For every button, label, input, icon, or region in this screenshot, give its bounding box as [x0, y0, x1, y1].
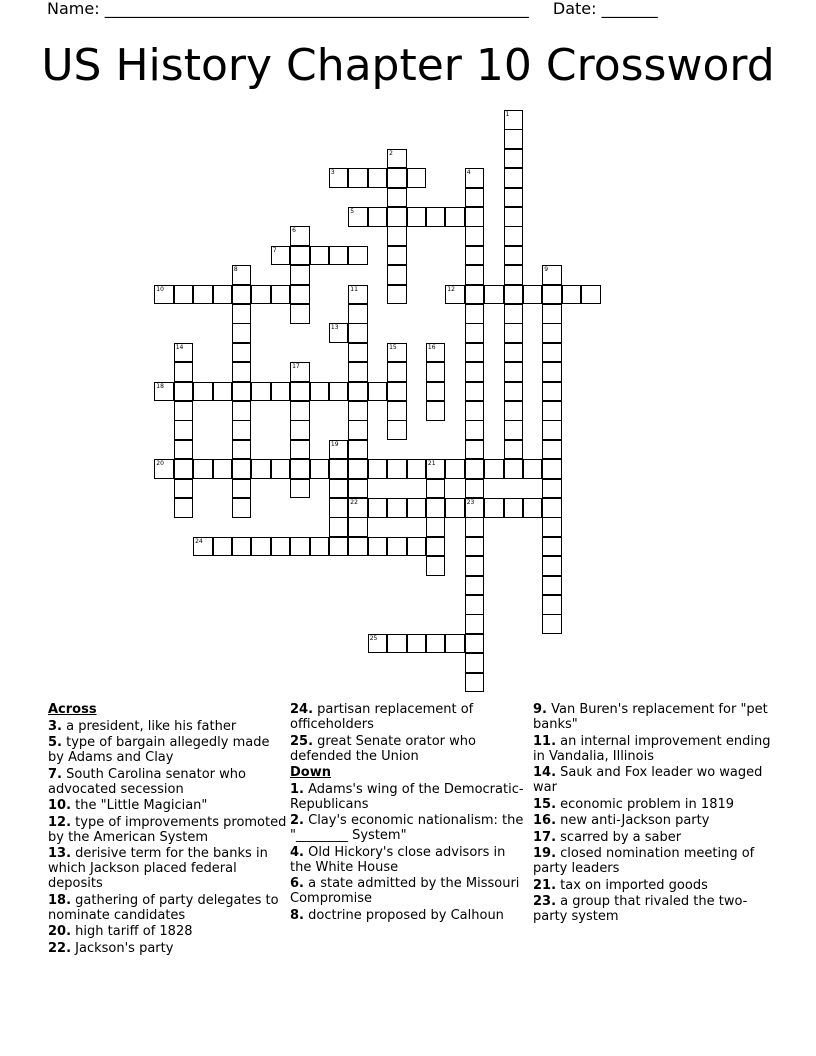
grid-cell[interactable] — [542, 401, 562, 421]
grid-cell[interactable] — [348, 479, 368, 499]
clue-text: a state admitted by the Missouri Compromise — [290, 876, 520, 906]
clue-item — [290, 782, 530, 812]
grid-cell[interactable] — [368, 537, 388, 557]
grid-cell[interactable] — [329, 459, 349, 479]
clue-text: derisive term for the banks in which Jackson placed federal deposits — [48, 846, 268, 891]
clue-number: 13. — [48, 846, 72, 861]
clue-item — [533, 813, 773, 828]
name-label: Name: — [47, 0, 100, 18]
clue-number: 19. — [533, 846, 557, 861]
grid-cell[interactable] — [348, 246, 368, 266]
clue-item — [290, 908, 530, 923]
clue-number-label: 16 — [427, 343, 436, 351]
grid-cell[interactable] — [387, 265, 407, 285]
clue-item — [533, 878, 773, 893]
grid-cell[interactable] — [387, 537, 407, 557]
clue-number-label: 5 — [350, 208, 355, 215]
grid-cell[interactable] — [465, 401, 485, 421]
clue-item — [48, 798, 288, 813]
grid-cell[interactable] — [174, 362, 194, 382]
grid-cell[interactable] — [426, 362, 446, 382]
grid-cell[interactable] — [523, 459, 543, 479]
down-heading: Down — [290, 765, 331, 780]
page-title: US History Chapter 10 Crossword — [41, 40, 775, 91]
clue-number: 5. — [48, 735, 62, 750]
grid-cell[interactable] — [426, 556, 446, 576]
clue-number-label: 7 — [272, 246, 277, 254]
grid-cell[interactable] — [174, 440, 194, 460]
grid-cell[interactable] — [426, 537, 446, 557]
grid-cell[interactable] — [271, 459, 291, 479]
grid-cell[interactable] — [465, 614, 485, 634]
grid-cell[interactable] — [348, 537, 368, 557]
clue-text: an internal improvement ending in Vandalia, Illinois — [533, 733, 771, 764]
grid-cell[interactable] — [426, 479, 446, 499]
grid-cell[interactable] — [504, 304, 524, 324]
grid-cell[interactable] — [348, 304, 368, 324]
grid-cell[interactable] — [465, 265, 485, 285]
grid-cell[interactable] — [465, 653, 485, 673]
grid-cell[interactable] — [387, 498, 407, 518]
grid-cell[interactable] — [542, 382, 562, 402]
across-list-2 — [290, 702, 530, 764]
clue-number-label: 17 — [292, 363, 300, 371]
grid-cell[interactable] — [290, 304, 310, 324]
clues-column-1 — [48, 702, 288, 957]
grid-cell[interactable] — [348, 323, 368, 343]
clue-item — [290, 734, 530, 764]
grid-cell[interactable] — [465, 459, 485, 479]
clue-number: 21. — [533, 877, 557, 893]
grid-cell[interactable] — [542, 440, 562, 460]
grid-cell[interactable] — [251, 537, 271, 557]
grid-cell[interactable] — [504, 498, 524, 518]
clue-number: 3. — [48, 718, 62, 734]
grid-cell[interactable] — [465, 556, 485, 576]
grid-cell[interactable] — [290, 265, 310, 285]
clue-item — [48, 924, 288, 939]
grid-cell[interactable] — [387, 207, 407, 227]
clue-number: 25. — [290, 733, 314, 749]
clue-number-label: 25 — [369, 634, 378, 642]
clue-number: 10. — [48, 798, 72, 813]
grid-cell[interactable] — [213, 537, 233, 557]
grid-cell[interactable] — [232, 304, 252, 324]
grid-cell[interactable] — [368, 382, 388, 402]
grid-cell[interactable] — [387, 168, 407, 188]
clue-text: great Senate orator who defended the Union — [290, 733, 476, 764]
clue-number: 1. — [290, 781, 304, 797]
grid-cell[interactable] — [348, 168, 368, 188]
grid-cell[interactable] — [232, 285, 252, 305]
grid-cell[interactable] — [348, 343, 368, 363]
grid-cell[interactable] — [484, 459, 504, 479]
clue-text: type of improvements promoted by the American System — [48, 814, 287, 845]
grid-cell[interactable] — [465, 226, 485, 246]
grid-cell[interactable] — [174, 459, 194, 479]
grid-cell[interactable] — [465, 285, 485, 305]
clue-item — [48, 893, 288, 923]
grid-cell[interactable] — [542, 304, 562, 324]
grid-cell[interactable] — [426, 401, 446, 421]
grid-cell[interactable] — [426, 207, 446, 227]
grid-cell[interactable] — [290, 382, 310, 402]
clue-number: 6. — [290, 876, 304, 891]
clue-item — [48, 767, 288, 797]
clue-item — [290, 813, 530, 843]
grid-cell[interactable] — [407, 168, 427, 188]
grid-cell[interactable] — [542, 517, 562, 537]
clue-item — [48, 941, 288, 956]
across-list-1 — [48, 719, 288, 956]
grid-cell[interactable] — [445, 207, 465, 227]
grid-cell[interactable] — [232, 362, 252, 382]
grid-cell[interactable] — [542, 343, 562, 363]
grid-cell[interactable] — [348, 362, 368, 382]
grid-cell[interactable] — [193, 382, 213, 402]
grid-cell[interactable] — [387, 246, 407, 266]
clue-number-label: 12 — [447, 285, 455, 293]
grid-cell[interactable] — [290, 459, 310, 479]
clue-number-label: 15 — [389, 343, 397, 351]
clue-number: 17. — [533, 829, 557, 845]
grid-cell[interactable] — [387, 420, 407, 440]
grid-cell[interactable] — [445, 498, 465, 518]
grid-cell[interactable] — [542, 285, 562, 305]
grid-cell[interactable] — [504, 420, 524, 440]
clues-column-3 — [533, 702, 773, 926]
clue-number: 12. — [48, 814, 72, 830]
grid-cell[interactable] — [407, 634, 427, 654]
clue-number: 23. — [533, 894, 557, 909]
clue-number-label: 22 — [350, 499, 358, 506]
grid-cell[interactable] — [387, 459, 407, 479]
grid-cell[interactable] — [329, 537, 349, 557]
name-field[interactable]: _____________________________________________________ — [104, 0, 529, 18]
clue-number: 24. — [290, 702, 314, 717]
grid-cell[interactable] — [465, 188, 485, 208]
grid-cell[interactable] — [542, 556, 562, 576]
clue-number-label: 21 — [427, 460, 436, 468]
grid-cell[interactable] — [232, 537, 252, 557]
grid-cell[interactable] — [504, 440, 524, 460]
grid-cell[interactable] — [465, 343, 485, 363]
clue-item — [290, 876, 530, 906]
grid-cell[interactable] — [465, 304, 485, 324]
clue-item — [48, 719, 288, 734]
grid-cell[interactable] — [348, 420, 368, 440]
grid-cell[interactable] — [310, 537, 330, 557]
grid-cell[interactable] — [504, 265, 524, 285]
grid-cell[interactable] — [310, 382, 330, 402]
clue-text: Jackson's party — [71, 940, 174, 956]
clue-number: 22. — [48, 940, 72, 956]
clue-number-label: 11 — [350, 285, 358, 293]
clue-number: 15. — [533, 796, 557, 812]
clue-text: closed nomination meeting of party leaders — [533, 846, 755, 876]
clue-number-label: 19 — [330, 440, 339, 448]
clue-text: Adams's wing of the Democratic-Republicans — [290, 781, 524, 812]
grid-cell[interactable] — [407, 498, 427, 518]
grid-cell[interactable] — [407, 459, 427, 479]
grid-cell[interactable] — [290, 479, 310, 499]
grid-cell[interactable] — [232, 479, 252, 499]
grid-cell[interactable] — [251, 459, 271, 479]
grid-cell[interactable] — [407, 207, 427, 227]
grid-cell[interactable] — [387, 226, 407, 246]
grid-cell[interactable] — [426, 517, 446, 537]
clue-number-label: 23 — [466, 499, 475, 506]
grid-cell[interactable] — [329, 246, 349, 266]
grid-cell[interactable] — [310, 246, 330, 266]
grid-cell[interactable] — [504, 382, 524, 402]
grid-cell[interactable] — [271, 537, 291, 557]
grid-cell[interactable] — [387, 634, 407, 654]
down-list-2 — [533, 702, 773, 924]
grid-cell[interactable] — [251, 382, 271, 402]
grid-cell[interactable] — [232, 420, 252, 440]
clue-text: high tariff of 1828 — [71, 924, 193, 939]
grid-cell[interactable] — [504, 207, 524, 227]
grid-cell[interactable] — [504, 362, 524, 382]
grid-cell[interactable] — [232, 343, 252, 363]
grid-cell[interactable] — [290, 440, 310, 460]
clue-text: a president, like his father — [61, 718, 237, 734]
clue-item — [48, 846, 288, 891]
clue-number-label: 24 — [195, 537, 203, 545]
clue-text: economic problem in 1819 — [556, 796, 735, 812]
grid-cell[interactable] — [542, 362, 562, 382]
grid-cell[interactable] — [465, 323, 485, 343]
clue-number: 11. — [533, 733, 557, 749]
grid-cell[interactable] — [213, 285, 233, 305]
clue-text: Van Buren's replacement for "pet banks" — [533, 702, 768, 732]
clue-item — [48, 815, 288, 845]
grid-cell[interactable] — [562, 285, 582, 305]
grid-cell[interactable] — [504, 459, 524, 479]
grid-cell[interactable] — [290, 401, 310, 421]
grid-cell[interactable] — [329, 517, 349, 537]
grid-cell[interactable] — [504, 168, 524, 188]
clue-item — [533, 765, 773, 795]
clue-item — [533, 894, 773, 924]
clue-number-label: 2 — [389, 149, 393, 157]
clue-text: a group that rivaled the two-party system — [533, 894, 748, 924]
grid-cell[interactable] — [387, 401, 407, 421]
clue-number: 2. — [290, 813, 304, 828]
grid-cell[interactable] — [504, 285, 524, 305]
clue-text: South Carolina senator who advocated secession — [48, 766, 246, 797]
grid-cell[interactable] — [348, 440, 368, 460]
grid-cell[interactable] — [271, 285, 291, 305]
grid-cell[interactable] — [407, 537, 427, 557]
grid-cell[interactable] — [504, 129, 524, 149]
grid-cell[interactable] — [174, 479, 194, 499]
clue-number: 14. — [533, 765, 557, 780]
clue-item — [290, 845, 530, 875]
across-heading: Across — [48, 702, 97, 717]
grid-cell[interactable] — [465, 595, 485, 615]
clue-item — [533, 797, 773, 812]
clue-text: new anti-Jackson party — [556, 813, 710, 828]
grid-cell[interactable] — [329, 382, 349, 402]
grid-cell[interactable] — [465, 362, 485, 382]
grid-cell[interactable] — [426, 382, 446, 402]
grid-cell[interactable] — [232, 498, 252, 518]
grid-cell[interactable] — [174, 420, 194, 440]
clue-number-label: 10 — [156, 285, 164, 293]
clue-number-label: 3 — [330, 169, 335, 177]
grid-cell[interactable] — [290, 420, 310, 440]
grid-cell[interactable] — [484, 498, 504, 518]
clue-number: 9. — [533, 702, 547, 717]
clue-number: 4. — [290, 844, 304, 860]
grid-cell[interactable] — [465, 207, 485, 227]
grid-cell[interactable] — [368, 459, 388, 479]
down-list-1 — [290, 782, 530, 923]
grid-cell[interactable] — [348, 517, 368, 537]
grid-cell[interactable] — [310, 459, 330, 479]
grid-cell[interactable] — [213, 382, 233, 402]
grid-cell[interactable] — [368, 168, 388, 188]
clue-number: 18. — [48, 892, 72, 908]
clue-item — [533, 734, 773, 764]
grid-cell[interactable] — [368, 498, 388, 518]
date-field[interactable]: _______ — [601, 0, 658, 18]
grid-cell[interactable] — [174, 401, 194, 421]
grid-cell[interactable] — [542, 420, 562, 440]
grid-cell[interactable] — [465, 382, 485, 402]
grid-cell[interactable] — [193, 459, 213, 479]
date-label: Date: — [552, 0, 597, 18]
clue-text: type of bargain allegedly made by Adams and Clay — [48, 735, 270, 765]
grid-cell[interactable] — [348, 382, 368, 402]
grid-cell[interactable] — [348, 401, 368, 421]
clues-column-2 — [290, 702, 530, 924]
grid-cell[interactable] — [348, 459, 368, 479]
clue-number-label: 20 — [156, 460, 164, 468]
grid-cell[interactable] — [174, 285, 194, 305]
grid-cell[interactable] — [542, 595, 562, 615]
grid-cell[interactable] — [290, 246, 310, 266]
grid-cell[interactable] — [445, 459, 465, 479]
clue-text: Clay's economic nationalism: the "________ System" — [290, 813, 524, 843]
grid-cell[interactable] — [504, 323, 524, 343]
grid-cell[interactable] — [542, 576, 562, 596]
grid-cell[interactable] — [232, 323, 252, 343]
grid-cell[interactable] — [329, 498, 349, 518]
grid-cell[interactable] — [542, 479, 562, 499]
clue-number-label: 18 — [156, 382, 164, 390]
grid-cell[interactable] — [290, 285, 310, 305]
clue-text: Old Hickory's close advisors in the White House — [290, 844, 506, 875]
grid-cell[interactable] — [387, 362, 407, 382]
grid-cell[interactable] — [445, 634, 465, 654]
grid-cell[interactable] — [387, 382, 407, 402]
grid-cell[interactable] — [504, 343, 524, 363]
clue-text: the "Little Magician" — [71, 798, 208, 813]
clue-text: gathering of party delegates to nominate candidates — [48, 892, 279, 923]
grid-cell[interactable] — [504, 188, 524, 208]
clue-item — [48, 735, 288, 765]
clue-number-label: 14 — [175, 343, 184, 351]
clue-number-label: 6 — [292, 227, 296, 235]
grid-cell[interactable] — [387, 188, 407, 208]
clue-item — [533, 830, 773, 845]
grid-cell[interactable] — [542, 498, 562, 518]
grid-cell[interactable] — [174, 498, 194, 518]
grid-cell[interactable] — [523, 498, 543, 518]
grid-cell[interactable] — [581, 285, 601, 305]
grid-cell[interactable] — [504, 246, 524, 266]
grid-cell[interactable] — [484, 285, 504, 305]
grid-cell[interactable] — [329, 479, 349, 499]
grid-cell[interactable] — [213, 459, 233, 479]
grid-cell[interactable] — [174, 382, 194, 402]
grid-cell[interactable] — [426, 634, 446, 654]
grid-cell[interactable] — [542, 614, 562, 634]
clue-number-label: 1 — [505, 111, 510, 118]
grid-cell[interactable] — [542, 323, 562, 343]
grid-cell[interactable] — [504, 401, 524, 421]
clue-item — [290, 702, 530, 732]
clue-number-label: 13 — [330, 324, 339, 332]
clue-number: 8. — [290, 907, 304, 923]
grid-cell[interactable] — [504, 149, 524, 169]
grid-cell[interactable] — [504, 226, 524, 246]
grid-cell[interactable] — [387, 285, 407, 305]
grid-cell[interactable] — [290, 537, 310, 557]
grid-cell[interactable] — [465, 440, 485, 460]
grid-cell[interactable] — [465, 634, 485, 654]
grid-cell[interactable] — [368, 207, 388, 227]
grid-cell[interactable] — [542, 537, 562, 557]
grid-cell[interactable] — [465, 517, 485, 537]
grid-cell[interactable] — [232, 459, 252, 479]
clue-number: 16. — [533, 813, 557, 828]
grid-cell[interactable] — [465, 537, 485, 557]
grid-cell[interactable] — [465, 479, 485, 499]
grid-cell[interactable] — [426, 498, 446, 518]
clue-text: scarred by a saber — [556, 829, 682, 845]
clue-item — [533, 846, 773, 876]
grid-cell[interactable] — [232, 401, 252, 421]
grid-cell[interactable] — [271, 382, 291, 402]
clue-number-label: 4 — [466, 169, 471, 177]
clue-number-label: 9 — [544, 266, 549, 274]
clue-text: Sauk and Fox leader wo waged war — [533, 765, 763, 795]
clue-text: doctrine proposed by Calhoun — [303, 907, 504, 923]
clue-number-label: 8 — [233, 266, 238, 274]
clue-text: partisan replacement of officeholders — [290, 702, 474, 732]
grid-cell[interactable] — [542, 459, 562, 479]
grid-cell[interactable] — [465, 420, 485, 440]
clue-text: tax on imported goods — [556, 877, 708, 893]
grid-cell[interactable] — [465, 576, 485, 596]
grid-cell[interactable] — [193, 285, 213, 305]
clue-number: 20. — [48, 924, 72, 939]
grid-cell[interactable] — [465, 246, 485, 266]
grid-cell[interactable] — [523, 285, 543, 305]
grid-cell[interactable] — [251, 285, 271, 305]
clue-number: 7. — [48, 766, 62, 782]
clue-item — [533, 702, 773, 732]
grid-cell[interactable] — [465, 673, 485, 693]
grid-cell[interactable] — [232, 440, 252, 460]
grid-cell[interactable] — [232, 382, 252, 402]
